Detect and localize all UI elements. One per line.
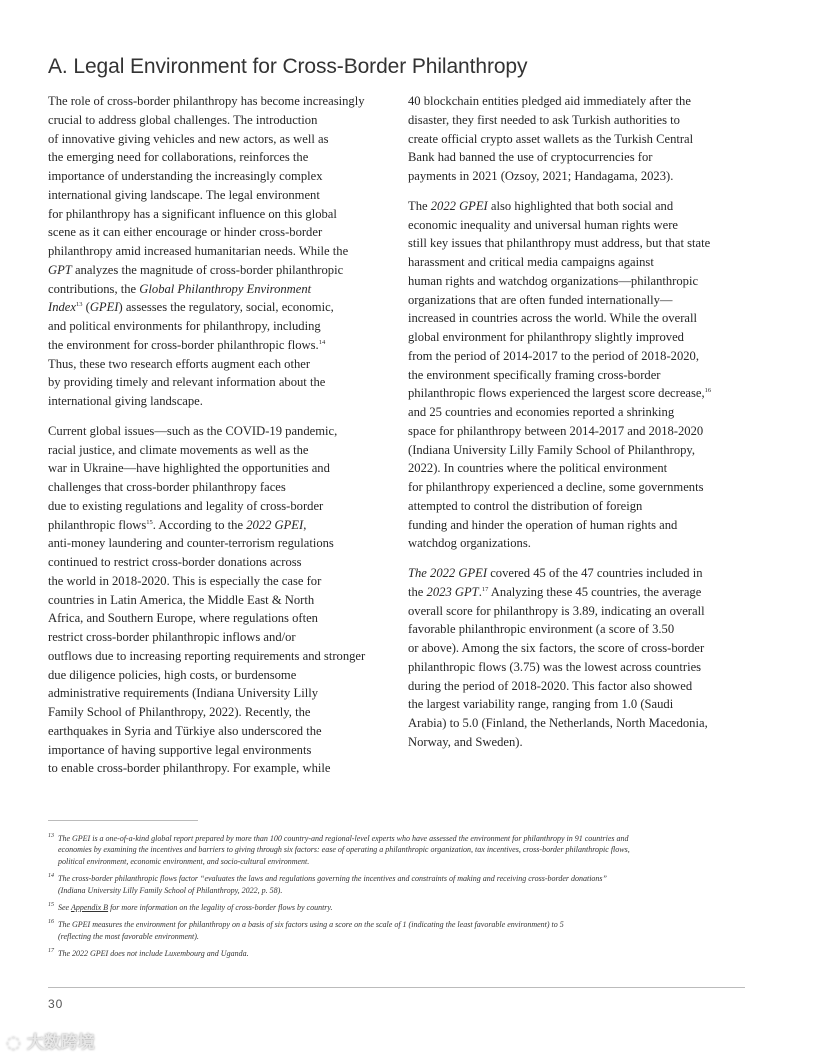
text-line: payments in 2021 (Ozsoy, 2021; Handagama, 2023). [408, 169, 674, 183]
text-line: The role of cross-border philanthropy has become increasingly [48, 94, 365, 108]
text-line: attempted to control the distribution of foreign [408, 498, 643, 513]
text-line: human rights and watchdog organizations—philanthropic [408, 273, 699, 288]
text-line: contributions, the Global Philanthropy Environment [48, 281, 312, 296]
text-line: philanthropic flows experienced the largest score decrease,$^{16}$ [408, 386, 712, 401]
text-line: Africa, and Southern Europe, where regulations often [48, 611, 318, 626]
footnote-number: 17 [48, 948, 54, 955]
text-line: outflows due to increasing reporting requirements and stronger [48, 648, 366, 663]
text-line: philanthropic flows$^{15}$. According to the 2022 GPEI, [48, 517, 307, 532]
text-line: GPT analyzes the magnitude of cross-border philanthropic [48, 262, 344, 277]
paragraph [408, 92, 753, 186]
footnote-line: The 2022 GPEI does not include Luxembourg and Uganda. [58, 949, 249, 959]
footnote-13 [48, 833, 748, 867]
footnote-ref[interactable]: 17 [481, 585, 489, 593]
text-line: administrative requirements (Indiana University Lilly [48, 686, 318, 701]
text-line: The 2022 GPEI covered 45 of the 47 countries included in [408, 566, 703, 580]
text-line: space for philanthropy between 2014-2017 and 2018-2020 [408, 423, 704, 438]
text-line: war in Ukraine—have highlighted the opportunities and [48, 461, 330, 476]
watermark-logo: ◌ 大数跨境 [6, 1033, 95, 1053]
text-line: (Indiana University Lilly Family School of Philanthropy, [408, 442, 696, 457]
footnote-ref[interactable]: 13 [75, 301, 83, 309]
text-line: organizations that are often funded internationally— [408, 292, 673, 307]
text-line: from the period of 2014-2017 to the period of 2018-2020, [408, 348, 699, 363]
text-line: or above). Among the six factors, the score of cross-border [408, 641, 705, 655]
text-line: earthquakes in Syria and Türkiye also underscored the [48, 723, 322, 738]
text-line: due to existing regulations and legality of cross-border [48, 498, 324, 513]
text-line: funding and hinder the operation of human rights and [408, 517, 678, 532]
text-line: the world in 2018-2020. This is especially the case for [48, 573, 322, 588]
text-line: the 2023 GPT.$^{17}$ Analyzing these 45 countries, the average [408, 584, 702, 599]
paragraph [48, 422, 393, 778]
text-line: international giving landscape. The legal environment [48, 187, 320, 202]
text-line: for philanthropy has a significant influence on this global [48, 206, 337, 221]
footnote-number: 13 [48, 833, 54, 839]
text-line: during the period of 2018-2020. This factor also showed [408, 678, 693, 693]
footnote-line: (Indiana University Lilly Family School of Philanthropy, 2022, p. 58). [58, 885, 283, 895]
footnote-number: 14 [48, 873, 54, 880]
text-line: restrict cross-border philanthropic inflows and/or [48, 630, 296, 644]
text-line: 2022). In countries where the political environment [408, 461, 668, 476]
footnote-15 [48, 902, 748, 913]
footer-divider [48, 987, 745, 988]
text-line: challenges that cross-border philanthropy faces [48, 480, 286, 494]
body-column-left [48, 92, 393, 789]
text-line: overall score for philanthropy is 3.89, indicating an overall [408, 603, 705, 618]
footnote-number: 15 [48, 902, 54, 909]
body-column-right [408, 92, 753, 763]
text-line: 40 blockchain entities pledged aid immediately after the [408, 94, 691, 108]
footnote-ref[interactable]: 14 [318, 338, 326, 346]
footnote-line: (reflecting the most favorable environment). [58, 931, 199, 941]
page-number: 30 [48, 997, 64, 1011]
text-line: crucial to address global challenges. The introduction [48, 112, 318, 127]
text-line: philanthropy amid increased humanitarian needs. While the [48, 244, 349, 258]
text-line: the emerging need for collaborations, reinforces the [48, 150, 309, 165]
text-line: racial justice, and climate movements as well as the [48, 442, 309, 457]
text-line: still key issues that philanthropy must address, but that state [408, 236, 711, 251]
footnote-line: The GPEI is a one-of-a-kind global report prepared by more than 100 country-and regional-level experts who have assessed the environment for philanthropy in 91 countries and [58, 834, 629, 843]
text-line: anti-money laundering and counter-terrorism regulations [48, 536, 334, 551]
footnote-divider [48, 820, 198, 821]
footnote-ref[interactable]: 15 [146, 518, 153, 526]
text-line: favorable philanthropic environment (a score of 3.50 [408, 622, 675, 637]
text-line: the environment for cross-border philanthropic flows.$^{14}$ [48, 337, 326, 352]
text-line: and political environments for philanthropy, including [48, 319, 321, 333]
text-line: scene as it can either encourage or hinder cross-border [48, 225, 323, 240]
text-line: economic inequality and universal human rights were [408, 217, 678, 232]
paragraph [408, 564, 753, 752]
text-line: for philanthropy experienced a decline, some governments [408, 480, 704, 494]
text-line: countries in Latin America, the Middle East & North [48, 592, 315, 607]
footnote-line: The GPEI measures the environment for philanthropy on a basis of six factors using a score on the scale of 1 (indicating the least favorable environment) to 5 [58, 920, 564, 930]
text-line: disaster, they first needed to ask Turkish authorities to [408, 112, 680, 127]
text-line: importance of having supportive legal environments [48, 742, 312, 757]
footnote-number: 16 [48, 919, 54, 926]
text-line: global environment for philanthropy slightly improved [408, 330, 684, 344]
text-line: Current global issues—such as the COVID-19 pandemic, [48, 423, 338, 438]
text-line: Thus, these two research efforts augment each other [48, 356, 311, 371]
text-line: Index$^{13}$ (GPEI) assesses the regulatory, social, economic, [48, 300, 334, 315]
footnote-line: economies by examining the incentives and barriers to giving through six factors: ease of operating a philanthropic organization, tax incentives, cross-border philanthropic flows, [58, 845, 630, 855]
text-line: the environment specifically framing cross-border [408, 367, 661, 382]
text-line: continued to restrict cross-border donations across [48, 555, 302, 569]
text-line: Arabia) to 5.0 (Finland, the Netherlands, North Macedonia, [408, 716, 708, 730]
text-line: and 25 countries and economies reported a shrinking [408, 405, 675, 419]
paragraph [408, 197, 753, 553]
footnotes [48, 833, 748, 966]
text-line: the largest variability range, ranging from 1.0 (Saudi [408, 697, 674, 712]
text-line: watchdog organizations. [408, 536, 531, 551]
footnote-line: political environment, economic environment, and socio-cultural environment. [58, 856, 310, 866]
text-line: international giving landscape. [48, 394, 203, 408]
text-line: of innovative giving vehicles and new actors, as well as [48, 131, 329, 146]
text-line: Family School of Philanthropy, 2022). Recently, the [48, 705, 311, 719]
text-line: philanthropic flows (3.75) was the lowest across countries [408, 659, 702, 674]
footnote-17 [48, 948, 748, 959]
text-line: Bank had banned the use of cryptocurrencies for [408, 150, 653, 165]
text-line: harassment and critical media campaigns against [408, 255, 654, 269]
appendix-link[interactable]: Appendix B [70, 903, 109, 913]
footnote-ref[interactable]: 16 [704, 387, 712, 395]
paragraph [48, 92, 393, 411]
text-line: increased in countries across the world. While the overall [408, 311, 697, 326]
footnote-line: See Appendix B for more information on the legality of cross-border flows by country. [58, 903, 333, 913]
text-line: importance of understanding the increasingly complex [48, 169, 323, 183]
footnote-16 [48, 919, 748, 942]
footnote-line: The cross-border philanthropic flows factor “evaluates the laws and regulations governing the incentives and constraints of making and receiving cross-border donations” [58, 874, 607, 884]
section-title: A. Legal Environment for Cross-Border Philanthropy [48, 55, 528, 78]
text-line: to enable cross-border philanthropy. For example, while [48, 761, 331, 776]
text-line: create official crypto asset wallets as the Turkish Central [408, 131, 694, 146]
text-line: The 2022 GPEI also highlighted that both social and [408, 198, 674, 213]
text-line: by providing timely and relevant information about the [48, 375, 326, 390]
text-line: Norway, and Sweden). [408, 734, 523, 749]
footnote-14 [48, 873, 748, 896]
text-line: due diligence policies, high costs, or burdensome [48, 667, 297, 682]
